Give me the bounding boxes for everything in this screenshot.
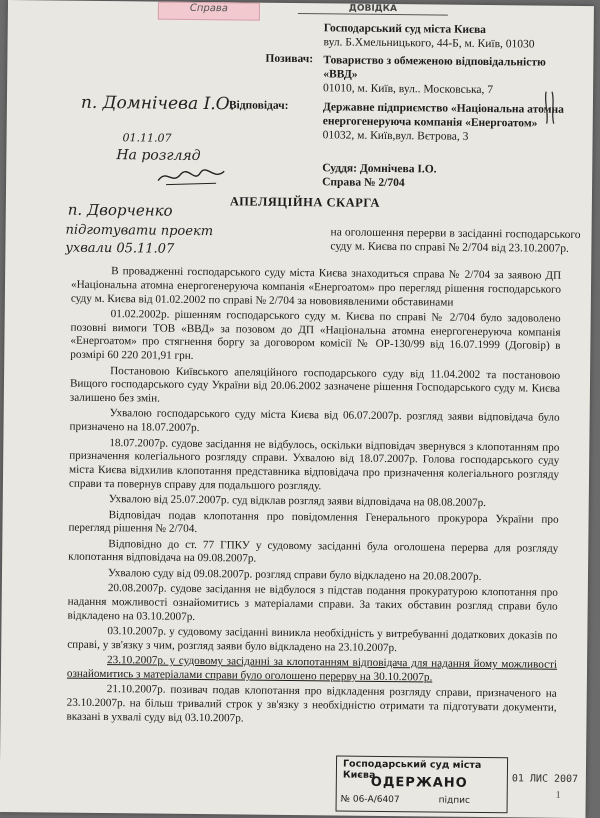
paragraph: 20.08.2007р. судове засідання не відбулося з підстав подання прокуратурою клопотання про надання можливості ознайомитись з матеріалами справи. За таких обставин розгляд справи було відкладено на 03.10.2007р.	[67, 582, 558, 623]
defendant-address: 01032, м. Київ,вул. Вєтрова, 3	[322, 129, 469, 143]
document-subject: на оголошення перерви в засіданні господарського суду м. Києва по справі № 2/704 від 23.10.2007р.	[330, 226, 581, 255]
page-number: 1	[555, 789, 561, 801]
defendant-name: Державне підприємство «Національна атомна енергогенеруюча компанія «Енергоатом»	[322, 101, 564, 130]
court-block	[324, 21, 574, 52]
paragraph: Відповідач подав клопотання про повідомлення Генерального прокурора України про перегляд рішення № 2/704.	[68, 508, 559, 536]
sticky-note: Справа	[158, 2, 260, 21]
plaintiff-address: 01010, м. Київ, вул.. Московська, 7	[323, 82, 494, 97]
handwritten-task: підготувати проект	[65, 222, 214, 240]
received-stamp	[336, 755, 509, 813]
paragraph: В провадженні господарського суду міста Києва знаходиться справа № 2/704 за заявою ДП «Національна атомна енергогенеруюча компанія «Енергоатом» про перегляд рішення господарського суду м. Києва від 01.02.2002 по справі № 2/704 за нововиявленими обставинами	[70, 265, 562, 309]
paragraph: Ухвалою суду від 09.08.2007р. розгляд справи було відкладено на 20.08.2007р.	[107, 566, 482, 583]
paragraph: Ухвалою від 25.07.2007р. суд відклав розгляд заяви відповідача на 08.08.2007р.	[108, 493, 487, 510]
stamp-date: 01 ЛИС 2007	[511, 773, 579, 786]
stamp-signature-label: підпис	[438, 795, 470, 806]
paragraph: 01.02.2002р. рішенням господарського суду м. Києва по справі № 2/704 було задоволено позовні вимоги ТОВ «ВВД» за позовом до ДП «Національна атомна енергогенеруюча компанія «Енергоатом» про стягнення боргу за договором комісії № ОР-130/99 від 16.07.1999 (Договір) в розмірі 60 220 201,91 грн.	[70, 307, 561, 363]
margin-mark	[543, 90, 557, 126]
plaintiff-block	[323, 53, 573, 98]
handwritten-assignee: п. Дворченко	[67, 200, 173, 220]
top-label: ДОВІДКА	[298, 3, 448, 16]
judge-block	[322, 161, 572, 192]
paragraph: 18.07.2007р. судове засідання не відбулось, оскільки відповідач звернувся з клопотанням про призначення колегіального розгляду справи. Ухвалою від 18.07.2007р. Голова господарського суду міста Києва відхилив клопотання представника відповідача про призначення колегіального розгляду справи та повернув справу для подальшого розгляду.	[68, 436, 560, 493]
court-name: Господарський суд міста Києва	[323, 22, 486, 37]
court-address: вул. Б.Хмельницького, 44-Б, м. Київ, 01030	[323, 36, 535, 51]
defendant-label: Відповідач:	[228, 99, 289, 112]
document-title: АПЕЛЯЦІЙНА СКАРГА	[229, 194, 380, 210]
stamp-court-name: Господарський суд міста Києва	[342, 758, 482, 781]
handwritten-addressee: п. Домнічева І.О.	[80, 92, 236, 115]
stamp-received-label: ОДЕРЖАНО	[370, 774, 468, 791]
plaintiff-name: Товариство з обмеженою відповідальністю «ВВД»	[323, 54, 546, 81]
handwritten-deadline: ухвали 05.11.07	[65, 240, 175, 257]
stamp-number: № 06-А/6407	[340, 794, 400, 806]
plaintiff-label: Позивач:	[265, 52, 314, 66]
paragraph: 03.10.2007р. у судовому засіданні виникла необхідність у витребуванні додаткових доказів по справі, у зв'язку з чим, розгляд заяви було відкладено на 23.10.2007р.	[67, 624, 558, 654]
paragraph-underlined: 23.10.2007р. у судовому засіданні за клопотанням відповідача для надання йому можливості ознайомитись з матеріалами справи було оголошено перерву на 30.10.2007р.	[66, 654, 558, 684]
paragraph: Постановою Київського апеляційного господарського суду від 11.04.2002 та постановою Вищого господарського суду України від 20.06.2002 зазначене рішення Господарського суду м. Києва залишено без змін.	[69, 364, 561, 405]
document-body	[66, 265, 561, 731]
handwritten-instruction: На розгляд	[116, 147, 201, 165]
paragraph: Відповідно до ст. 77 ГПКУ у судовому засіданні була оголошена перерва для розгляду клопотання відповідача на 09.08.2007р.	[68, 537, 559, 566]
paragraph: Ухвалою господарського суду міста Києва від 06.07.2007р. розгляд заяви відповідача було призначено на 18.07.2007р.	[69, 407, 560, 435]
handwritten-date: 01.11.07	[122, 131, 172, 145]
case-number: Справа № 2/704	[322, 176, 405, 190]
judge-name: Суддя: Домнічева І.О.	[322, 162, 437, 176]
signature-scribble	[156, 167, 226, 188]
paragraph: 21.10.2007р. позивач подав клопотання про відкладення розгляду справи, призначеного на 23.10.2007р. на більш тривалий строк у зв'язку з необхідністю отримати та підготувати документи, вказані в ухвалі суду від 03.10.2007р.	[66, 683, 557, 725]
